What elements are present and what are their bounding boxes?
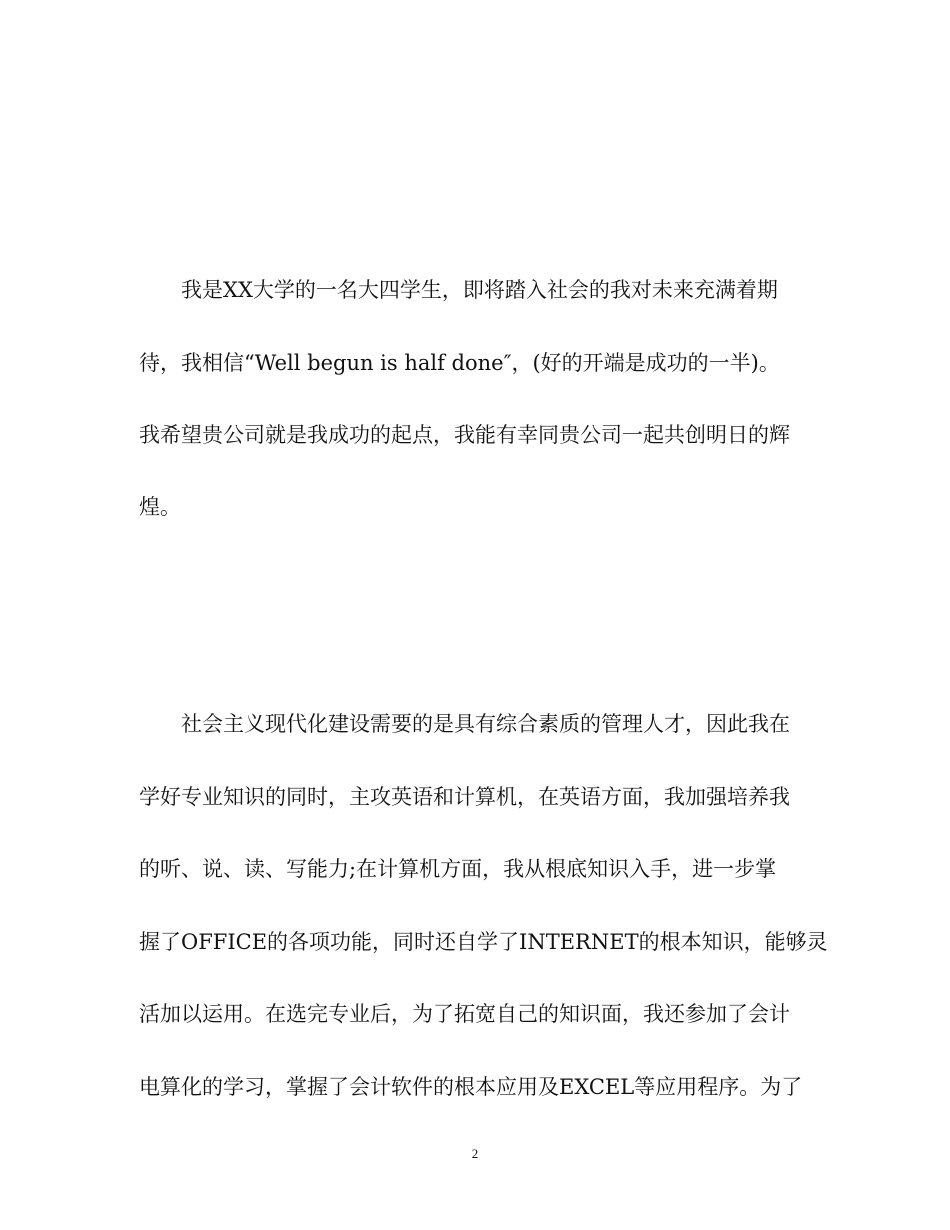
paragraph-1-line-2: 待，我相信“Well begun is half done″，(好的开端是成功的一半)。 — [139, 351, 780, 375]
paragraph-1-line-3: 我希望贵公司就是我成功的起点，我能有幸同贵公司一起共创明日的辉 — [139, 423, 790, 447]
paragraph-1-line-1: 我是XX大学的一名大四学生，即将踏入社会的我对未来充满着期 — [181, 278, 778, 302]
paragraph-2-line-1: 社会主义现代化建设需要的是具有综合素质的管理人才，因此我在 — [181, 712, 790, 736]
paragraph-2-line-6: 电算化的学习，掌握了会计软件的根本应用及EXCEL等应用程序。为了 — [139, 1075, 803, 1099]
paragraph-2-line-3: 的听、说、读、写能力;在计算机方面，我从根底知识入手，进一步掌 — [139, 857, 777, 881]
paragraph-1-line-4: 煌。 — [139, 495, 181, 519]
page-number: 2 — [471, 1146, 479, 1161]
paragraph-2-line-5: 活加以运用。在选完专业后，为了拓宽自己的知识面，我还参加了会计 — [139, 1002, 790, 1026]
paragraph-2-line-4: 握了OFFICE的各项功能，同时还自学了INTERNET的根本知识，能够灵 — [139, 930, 828, 954]
paragraph-2-line-2: 学好专业知识的同时，主攻英语和计算机，在英语方面，我加强培养我 — [139, 785, 790, 809]
